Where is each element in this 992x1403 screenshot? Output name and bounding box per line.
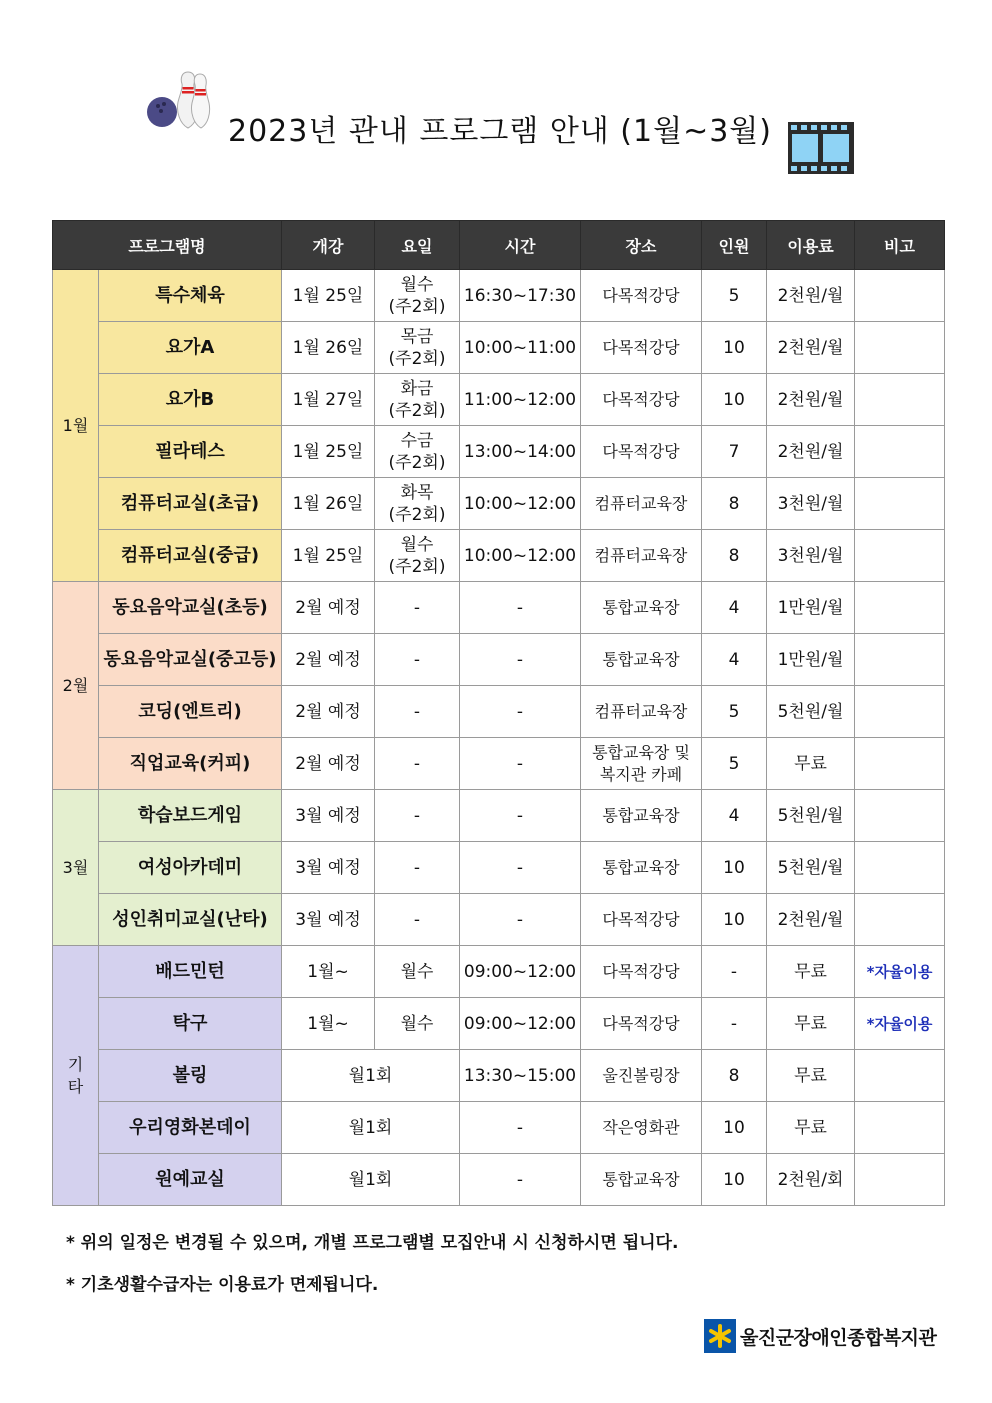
program-fee: 1만원/월 bbox=[767, 582, 855, 634]
program-count: 4 bbox=[702, 634, 767, 686]
program-start: 1월 26일 bbox=[282, 322, 375, 374]
program-name: 필라테스 bbox=[99, 426, 282, 478]
program-place: 다목적강당 bbox=[581, 894, 702, 946]
program-place: 작은영화관 bbox=[581, 1102, 702, 1154]
table-row bbox=[53, 1154, 945, 1206]
program-name: 원예교실 bbox=[99, 1154, 282, 1206]
program-day: - bbox=[375, 582, 460, 634]
program-fee: 2천원/월 bbox=[767, 374, 855, 426]
program-name: 우리영화본데이 bbox=[99, 1102, 282, 1154]
organization-logo bbox=[704, 1318, 936, 1354]
program-count: 5 bbox=[702, 738, 767, 790]
program-day: - bbox=[375, 842, 460, 894]
program-place: 컴퓨터교육장 bbox=[581, 478, 702, 530]
program-time: - bbox=[460, 686, 581, 738]
table-row bbox=[53, 1050, 945, 1102]
program-start: 2월 예정 bbox=[282, 738, 375, 790]
footnotes bbox=[66, 1230, 678, 1314]
program-time: - bbox=[460, 582, 581, 634]
table-row bbox=[53, 634, 945, 686]
program-count: - bbox=[702, 998, 767, 1050]
table-row bbox=[53, 790, 945, 842]
program-start: 2월 예정 bbox=[282, 634, 375, 686]
program-fee: 2천원/월 bbox=[767, 322, 855, 374]
column-header-place: 장소 bbox=[581, 221, 702, 270]
program-name: 볼링 bbox=[99, 1050, 282, 1102]
program-schedule: 월1회 bbox=[282, 1102, 460, 1154]
program-time: 10:00~12:00 bbox=[460, 478, 581, 530]
program-day: 화목 (주2회) bbox=[375, 478, 460, 530]
program-start: 3월 예정 bbox=[282, 894, 375, 946]
program-time: - bbox=[460, 894, 581, 946]
column-header-note: 비고 bbox=[855, 221, 945, 270]
program-note bbox=[855, 322, 945, 374]
table-row bbox=[53, 322, 945, 374]
program-count: 4 bbox=[702, 790, 767, 842]
program-count: 4 bbox=[702, 582, 767, 634]
program-name: 배드민턴 bbox=[99, 946, 282, 998]
program-fee: 2천원/월 bbox=[767, 270, 855, 322]
program-name: 컴퓨터교실(중급) bbox=[99, 530, 282, 582]
program-fee: 5천원/월 bbox=[767, 686, 855, 738]
footnote: * 기초생활수급자는 이용료가 면제됩니다. bbox=[66, 1275, 379, 1295]
program-fee: 무료 bbox=[767, 738, 855, 790]
program-start: 1월 25일 bbox=[282, 270, 375, 322]
program-day: 화금 (주2회) bbox=[375, 374, 460, 426]
program-fee: 무료 bbox=[767, 1102, 855, 1154]
program-fee: 무료 bbox=[767, 1050, 855, 1102]
program-note bbox=[855, 842, 945, 894]
program-schedule: 월1회 bbox=[282, 1050, 460, 1102]
month-group-label: 2월 bbox=[53, 582, 99, 790]
program-start: 3월 예정 bbox=[282, 790, 375, 842]
program-place: 다목적강당 bbox=[581, 998, 702, 1050]
program-time: 16:30~17:30 bbox=[460, 270, 581, 322]
program-count: 10 bbox=[702, 322, 767, 374]
program-time: - bbox=[460, 634, 581, 686]
month-group-label: 3월 bbox=[53, 790, 99, 946]
program-place: 다목적강당 bbox=[581, 946, 702, 998]
table-row bbox=[53, 426, 945, 478]
program-count: 10 bbox=[702, 1102, 767, 1154]
program-fee: 5천원/월 bbox=[767, 842, 855, 894]
table-row bbox=[53, 1102, 945, 1154]
program-place: 통합교육장 bbox=[581, 790, 702, 842]
program-start: 1월~ bbox=[282, 998, 375, 1050]
program-note bbox=[855, 478, 945, 530]
program-place: 통합교육장 및 복지관 카페 bbox=[581, 738, 702, 790]
program-place: 통합교육장 bbox=[581, 1154, 702, 1206]
program-start: 1월 25일 bbox=[282, 530, 375, 582]
program-fee: 무료 bbox=[767, 946, 855, 998]
program-note bbox=[855, 790, 945, 842]
program-count: 10 bbox=[702, 842, 767, 894]
program-name: 직업교육(커피) bbox=[99, 738, 282, 790]
program-name: 특수체육 bbox=[99, 270, 282, 322]
program-time: 13:30~15:00 bbox=[460, 1050, 581, 1102]
program-note bbox=[855, 270, 945, 322]
program-day: 수금 (주2회) bbox=[375, 426, 460, 478]
program-schedule-table bbox=[52, 220, 945, 1206]
column-header-fee: 이용료 bbox=[767, 221, 855, 270]
program-schedule: 월1회 bbox=[282, 1154, 460, 1206]
title-area bbox=[0, 68, 992, 178]
program-place: 통합교육장 bbox=[581, 842, 702, 894]
column-header-time: 시간 bbox=[460, 221, 581, 270]
program-day: 월수 (주2회) bbox=[375, 530, 460, 582]
program-day: - bbox=[375, 894, 460, 946]
program-fee: 2천원/월 bbox=[767, 894, 855, 946]
program-note bbox=[855, 894, 945, 946]
column-header-count: 인원 bbox=[702, 221, 767, 270]
program-count: - bbox=[702, 946, 767, 998]
program-place: 다목적강당 bbox=[581, 322, 702, 374]
program-note bbox=[855, 686, 945, 738]
program-name: 코딩(엔트리) bbox=[99, 686, 282, 738]
program-count: 10 bbox=[702, 374, 767, 426]
program-day: - bbox=[375, 634, 460, 686]
table-row bbox=[53, 894, 945, 946]
program-count: 8 bbox=[702, 530, 767, 582]
program-name: 동요음악교실(중고등) bbox=[99, 634, 282, 686]
month-group-label: 1월 bbox=[53, 270, 99, 582]
table-row bbox=[53, 270, 945, 322]
table-row bbox=[53, 842, 945, 894]
program-place: 컴퓨터교육장 bbox=[581, 686, 702, 738]
program-name: 컴퓨터교실(초급) bbox=[99, 478, 282, 530]
program-name: 성인취미교실(난타) bbox=[99, 894, 282, 946]
program-start: 1월 25일 bbox=[282, 426, 375, 478]
program-day: 월수 (주2회) bbox=[375, 270, 460, 322]
table-row bbox=[53, 374, 945, 426]
program-day: 월수 bbox=[375, 946, 460, 998]
program-time: 09:00~12:00 bbox=[460, 998, 581, 1050]
program-note bbox=[855, 634, 945, 686]
program-fee: 무료 bbox=[767, 998, 855, 1050]
footnote: * 위의 일정은 변경될 수 있으며, 개별 프로그램별 모집안내 시 신청하시면 됩니다. bbox=[66, 1233, 679, 1253]
program-start: 1월 26일 bbox=[282, 478, 375, 530]
program-day: - bbox=[375, 738, 460, 790]
bowling-icon bbox=[144, 68, 214, 132]
program-name: 여성아카데미 bbox=[99, 842, 282, 894]
organization-name: 울진군장애인종합복지관 bbox=[740, 1326, 937, 1349]
program-note bbox=[855, 530, 945, 582]
program-name: 요가B bbox=[99, 374, 282, 426]
column-header-day: 요일 bbox=[375, 221, 460, 270]
program-place: 다목적강당 bbox=[581, 426, 702, 478]
program-note bbox=[855, 582, 945, 634]
program-name: 학습보드게임 bbox=[99, 790, 282, 842]
table-row bbox=[53, 686, 945, 738]
program-count: 5 bbox=[702, 686, 767, 738]
column-header-program: 프로그램명 bbox=[53, 221, 282, 270]
program-note bbox=[855, 1102, 945, 1154]
program-note bbox=[855, 374, 945, 426]
program-place: 다목적강당 bbox=[581, 270, 702, 322]
program-start: 1월~ bbox=[282, 946, 375, 998]
program-note: *자율이용 bbox=[855, 998, 945, 1050]
table-row bbox=[53, 998, 945, 1050]
program-note bbox=[855, 1050, 945, 1102]
program-start: 2월 예정 bbox=[282, 582, 375, 634]
program-fee: 2천원/회 bbox=[767, 1154, 855, 1206]
table-row bbox=[53, 946, 945, 998]
table-row bbox=[53, 478, 945, 530]
program-fee: 1만원/월 bbox=[767, 634, 855, 686]
program-fee: 3천원/월 bbox=[767, 530, 855, 582]
program-day: 월수 bbox=[375, 998, 460, 1050]
program-count: 8 bbox=[702, 478, 767, 530]
table-header-row bbox=[53, 221, 945, 270]
program-place: 컴퓨터교육장 bbox=[581, 530, 702, 582]
program-note bbox=[855, 1154, 945, 1206]
program-name: 동요음악교실(초등) bbox=[99, 582, 282, 634]
program-count: 7 bbox=[702, 426, 767, 478]
program-time: - bbox=[460, 842, 581, 894]
page-title: 2023년 관내 프로그램 안내 (1월~3월) bbox=[228, 114, 772, 149]
program-count: 5 bbox=[702, 270, 767, 322]
film-strip-icon bbox=[788, 122, 854, 174]
program-name: 탁구 bbox=[99, 998, 282, 1050]
program-time: - bbox=[460, 790, 581, 842]
program-count: 10 bbox=[702, 894, 767, 946]
program-place: 울진볼링장 bbox=[581, 1050, 702, 1102]
program-start: 3월 예정 bbox=[282, 842, 375, 894]
program-time: 10:00~12:00 bbox=[460, 530, 581, 582]
program-note bbox=[855, 738, 945, 790]
program-count: 10 bbox=[702, 1154, 767, 1206]
program-time: - bbox=[460, 1102, 581, 1154]
program-fee: 3천원/월 bbox=[767, 478, 855, 530]
month-group-label: 기 타 bbox=[53, 946, 99, 1206]
program-fee: 5천원/월 bbox=[767, 790, 855, 842]
program-count: 8 bbox=[702, 1050, 767, 1102]
program-time: 11:00~12:00 bbox=[460, 374, 581, 426]
program-time: - bbox=[460, 1154, 581, 1206]
program-time: 09:00~12:00 bbox=[460, 946, 581, 998]
program-start: 1월 27일 bbox=[282, 374, 375, 426]
program-note: *자율이용 bbox=[855, 946, 945, 998]
program-start: 2월 예정 bbox=[282, 686, 375, 738]
column-header-start: 개강 bbox=[282, 221, 375, 270]
asterisk-logo-icon bbox=[704, 1319, 736, 1353]
program-note bbox=[855, 426, 945, 478]
program-place: 다목적강당 bbox=[581, 374, 702, 426]
program-place: 통합교육장 bbox=[581, 634, 702, 686]
program-day: - bbox=[375, 790, 460, 842]
program-time: - bbox=[460, 738, 581, 790]
table-row bbox=[53, 530, 945, 582]
program-fee: 2천원/월 bbox=[767, 426, 855, 478]
table-row bbox=[53, 738, 945, 790]
program-day: - bbox=[375, 686, 460, 738]
program-time: 13:00~14:00 bbox=[460, 426, 581, 478]
program-time: 10:00~11:00 bbox=[460, 322, 581, 374]
program-name: 요가A bbox=[99, 322, 282, 374]
table-row bbox=[53, 582, 945, 634]
program-place: 통합교육장 bbox=[581, 582, 702, 634]
program-day: 목금 (주2회) bbox=[375, 322, 460, 374]
